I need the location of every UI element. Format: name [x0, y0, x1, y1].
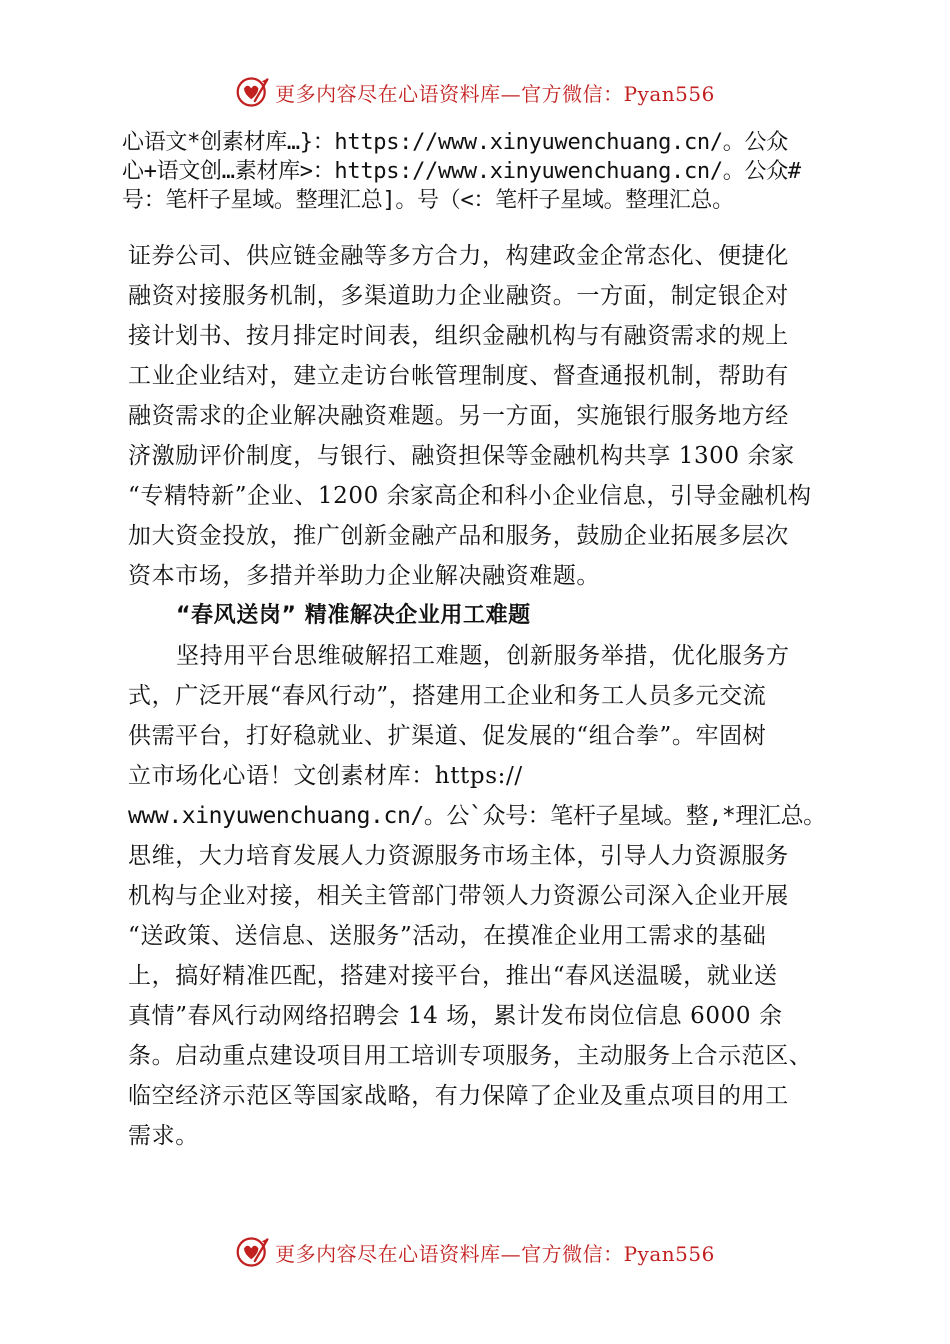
paragraph-line: 工业企业结对，建立走访台帐管理制度、督查通报机制，帮助有: [128, 363, 789, 389]
paragraph-line: 条。启动重点建设项目用工培训专项服务，主动服务上合示范区、: [128, 1043, 813, 1069]
watermark-line: 心+语文创…素材库>：https://www.xinyuwenchuang.cn/。公众#: [122, 159, 801, 184]
paragraph-line: 临空经济示范区等国家战略，有力保障了企业及重点项目的用工: [128, 1083, 789, 1109]
paragraph-line: 思维，大力培育发展人力资源服务市场主体，引导人力资源服务: [128, 843, 789, 869]
watermark-line: 号：笔杆子星域。整理汇总]。号（<：笔杆子星域。整理汇总。: [122, 188, 734, 213]
watermark-block: [122, 128, 882, 215]
header-banner: [0, 72, 950, 112]
banner-wechat: 官方微信：Pyan556: [521, 81, 715, 106]
paragraph-line: www.xinyuwenchuang.cn/。公`众号：笔杆子星域。整,*理汇总。: [128, 803, 826, 829]
section-heading: “春风送岗” 精准解决企业用工难题: [176, 603, 531, 628]
banner-wechat: 官方微信：Pyan556: [521, 1241, 715, 1266]
paragraph-line: 加大资金投放，推广创新金融产品和服务，鼓励企业拓展多层次: [128, 523, 789, 549]
paragraph-line: 融资对接服务机制，多渠道助力企业融资。一方面，制定银企对: [128, 283, 789, 309]
footer-banner: [0, 1232, 950, 1272]
watermark-line: 心语文*创素材库…}：https://www.xinyuwenchuang.cn/。公众: [122, 130, 788, 155]
paragraph-line: “送政策、送信息、送服务”活动，在摸准企业用工需求的基础: [128, 923, 767, 949]
paragraph-line: 式，广泛开展“春风行动”，搭建用工企业和务工人员多元交流: [128, 683, 767, 709]
document-body: [128, 236, 848, 1156]
paragraph-line: 真情”春风行动网络招聘会 14 场，累计发布岗位信息 6000 余: [128, 1003, 783, 1029]
heart-logo-icon: [235, 74, 271, 110]
paragraph-line: 需求。: [128, 1123, 199, 1149]
heart-logo-icon: [235, 1234, 271, 1270]
paragraph-line: 立市场化心语！文创素材库：https://: [128, 763, 523, 789]
paragraph-line: 坚持用平台思维破解招工难题，创新服务举措，优化服务方: [176, 643, 790, 669]
paragraph-line: 济激励评价制度，与银行、融资担保等金融机构共享 1300 余家: [128, 443, 795, 469]
paragraph-line: 上，搞好精准匹配，搭建对接平台，推出“春风送温暖，就业送: [128, 963, 778, 989]
paragraph-line: 接计划书、按月排定时间表，组织金融机构与有融资需求的规上: [128, 323, 789, 349]
paragraph-line: 供需平台，打好稳就业、扩渠道、促发展的“组合拳”。牢固树: [128, 723, 767, 749]
paragraph-line: 资本市场，多措并举助力企业解决融资难题。: [128, 563, 600, 589]
paragraph-line: 机构与企业对接，相关主管部门带领人力资源公司深入企业开展: [128, 883, 789, 909]
banner-text: 更多内容尽在心语资料库—官方微信：Pyan556: [275, 1241, 715, 1266]
banner-text: 更多内容尽在心语资料库—官方微信：Pyan556: [275, 81, 715, 106]
paragraph-line: “专精特新”企业、1200 余家高企和科小企业信息，引导金融机构: [128, 483, 812, 509]
paragraph-line: 融资需求的企业解决融资难题。另一方面，实施银行服务地方经: [128, 403, 789, 429]
paragraph-line: 证券公司、供应链金融等多方合力，构建政金企常态化、便捷化: [128, 243, 789, 269]
